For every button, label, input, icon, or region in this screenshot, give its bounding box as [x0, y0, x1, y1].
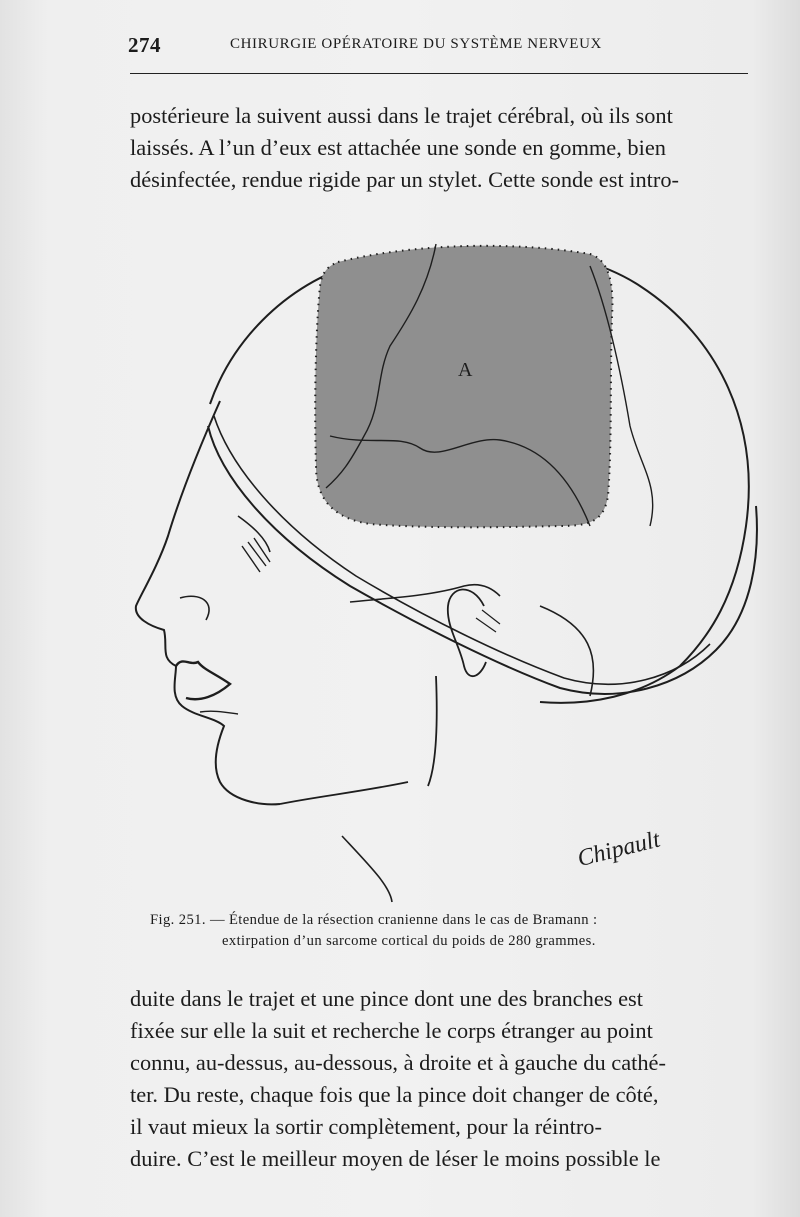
figure-251 — [120, 226, 770, 906]
caption-line-1: Fig. 251. — Étendue de la résection cranienne dans le cas de Bramann : — [150, 912, 598, 928]
ear-inner — [476, 610, 500, 632]
text-line: il vaut mieux la sortir complètement, pour la réintro- — [130, 1114, 602, 1139]
chin-line — [280, 782, 408, 804]
body-text-bottom — [130, 983, 755, 1175]
head-illustration — [120, 226, 770, 906]
region-label-a: A — [458, 359, 473, 381]
body-text-top — [130, 100, 755, 196]
neck-line — [428, 676, 437, 786]
figure-caption — [150, 910, 740, 952]
text-line: ter. Du reste, chaque fois que la pince doit changer de côté, — [130, 1082, 659, 1107]
text-line: duite dans le trajet et une pince dont une des branches est — [130, 986, 643, 1011]
text-line: fixée sur elle la suit et recherche le corps étranger au point — [130, 1018, 653, 1043]
page-number: 274 — [128, 33, 161, 57]
page-header — [128, 33, 750, 63]
caption-line-2: extirpation d’un sarcome cortical du poids de 280 grammes. — [222, 933, 596, 949]
nostril — [180, 596, 209, 620]
text-line: désinfectée, rendue rigide par un stylet. Cette sonde est intro- — [130, 167, 680, 192]
header-rule — [130, 73, 748, 74]
lip — [200, 711, 238, 714]
text-line: duire. C’est le meilleur moyen de léser le moins possible le — [130, 1146, 661, 1171]
neck-back — [342, 836, 392, 902]
text-line: connu, au-dessus, au-dessous, à droite et à gauche du cathé- — [130, 1050, 666, 1075]
artist-signature: Chipault — [574, 826, 663, 873]
text-line: postérieure la suivent aussi dans le trajet cérébral, où ils sont — [130, 103, 673, 128]
text-line: laissés. A l’un d’eux est attachée une sonde en gomme, bien — [130, 135, 666, 160]
running-title: CHIRURGIE OPÉRATOIRE DU SYSTÈME NERVEUX — [230, 36, 602, 52]
ear — [448, 589, 486, 676]
zygoma — [350, 585, 500, 602]
moustache — [176, 661, 230, 699]
